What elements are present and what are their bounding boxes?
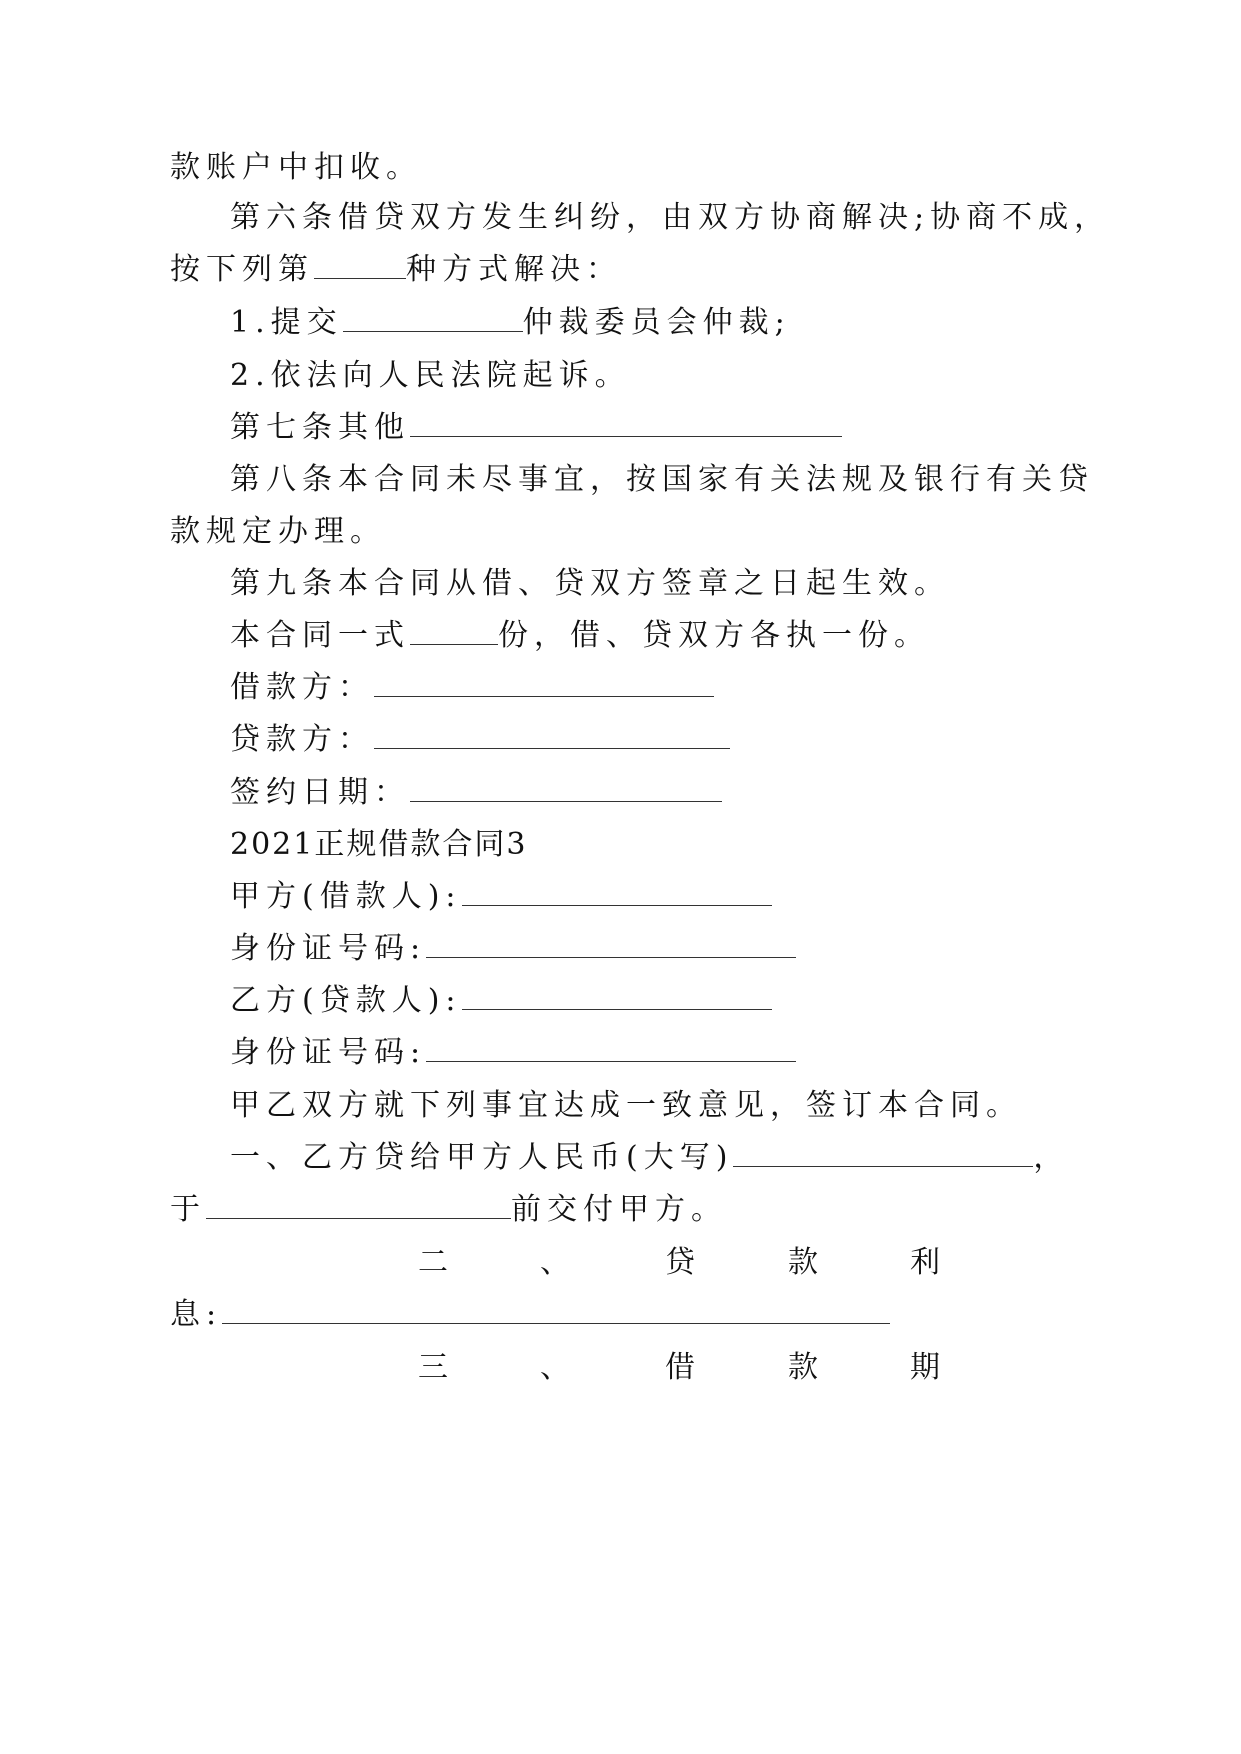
clause-2-char: 利 (910, 1245, 940, 1280)
fill-blank[interactable] (410, 410, 842, 437)
line-text: 本合同一式 (230, 618, 410, 653)
fill-blank[interactable] (374, 670, 714, 697)
fill-blank[interactable] (206, 1192, 511, 1219)
line-text: 身份证号码: (230, 1035, 427, 1070)
clause-2-char: 贷 (665, 1245, 695, 1280)
line-text: 一、乙方贷给甲方人民币(大写) (230, 1140, 734, 1175)
line-text: 份，借、贷双方各执一份。 (498, 618, 930, 653)
line-text: ， (1033, 1140, 1070, 1175)
line-text: 款账户中扣收。 (170, 150, 422, 185)
line-text: 2.依法向人民法院起诉。 (230, 358, 631, 393)
clause-3-char: 三 (418, 1350, 448, 1385)
line-text: 签约日期： (230, 775, 410, 810)
clause-3-char: 期 (910, 1350, 940, 1385)
line-text: 身份证号码: (230, 931, 427, 966)
party-b-line (230, 981, 772, 1021)
clause-3-char: 款 (788, 1350, 818, 1385)
agreement-line (230, 1086, 1022, 1126)
line-text: 于 (170, 1192, 206, 1227)
article-7 (230, 408, 842, 448)
fill-blank[interactable] (462, 983, 772, 1010)
line-text: 甲乙双方就下列事宜达成一致意见，签订本合同。 (230, 1088, 1022, 1123)
fill-blank[interactable] (426, 931, 796, 958)
fill-blank[interactable] (374, 722, 730, 749)
line-text: 甲方(借款人): (230, 879, 462, 914)
clause-2-char: 二 (418, 1245, 448, 1280)
fill-blank[interactable] (733, 1140, 1033, 1167)
line-text: 按下列第 (170, 252, 314, 287)
line-text: 款规定办理。 (170, 514, 386, 549)
line-text: 息: (170, 1297, 223, 1332)
clause-3-char: 借 (665, 1350, 695, 1385)
party-a-line (230, 877, 772, 917)
section-heading (230, 825, 527, 865)
line-text: 前交付甲方。 (511, 1192, 727, 1227)
article-9 (230, 564, 950, 604)
borrower-sign-line (230, 668, 714, 708)
article-6-cont (170, 250, 622, 290)
line-text: 种方式解决： (406, 252, 622, 287)
clause-3-char: 、 (540, 1350, 570, 1385)
clause-2-char: 款 (788, 1245, 818, 1280)
line-text: 1.提交 (230, 305, 343, 340)
lender-sign-line (230, 720, 730, 760)
line-text: 乙方(贷款人): (230, 983, 462, 1018)
article-6 (230, 198, 1110, 238)
id-number-a-line (230, 929, 796, 969)
line-text: 第六条借贷双方发生纠纷，由双方协商解决;协商不成， (230, 200, 1111, 235)
fill-blank[interactable] (222, 1297, 890, 1324)
clause-2-cont (170, 1295, 890, 1335)
line-text: 第七条其他 (230, 410, 410, 445)
copies-line (230, 616, 930, 656)
fill-blank[interactable] (426, 1035, 796, 1062)
clause-1-line (230, 1138, 1069, 1178)
line-text: 贷款方： (230, 722, 374, 757)
line-text: 第九条本合同从借、贷双方签章之日起生效。 (230, 566, 950, 601)
fill-blank[interactable] (410, 775, 722, 802)
option-2 (230, 356, 631, 396)
id-number-b-line (230, 1033, 796, 1073)
fill-blank[interactable] (410, 618, 498, 645)
option-1 (230, 303, 791, 343)
line-text: 借款方： (230, 670, 374, 705)
clause-1-cont (170, 1190, 727, 1230)
line-text: 2021正规借款合同3 (230, 827, 528, 862)
fill-blank[interactable] (343, 305, 523, 332)
clause-2-char: 、 (540, 1245, 570, 1280)
fill-blank[interactable] (462, 879, 772, 906)
line-text: 仲裁委员会仲裁; (522, 305, 791, 340)
fill-blank[interactable] (314, 252, 406, 279)
article-8-cont (170, 512, 386, 552)
text-line (170, 148, 422, 188)
sign-date-line (230, 773, 722, 813)
article-8 (230, 460, 1094, 500)
line-text: 第八条本合同未尽事宜，按国家有关法规及银行有关贷 (230, 462, 1094, 497)
